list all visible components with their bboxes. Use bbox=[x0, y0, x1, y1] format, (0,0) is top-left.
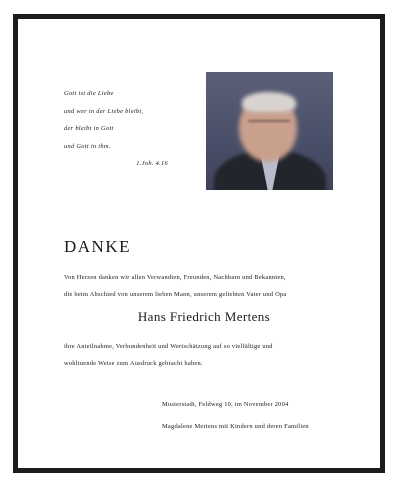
place-and-date: Musterstadt, Feldweg 10, im November 2004 bbox=[162, 401, 289, 408]
thanks-paragraph bbox=[64, 269, 286, 303]
page-title: DANKE bbox=[64, 237, 131, 256]
verse-line-2: und wer in der Liebe bleibt, bbox=[64, 107, 144, 115]
sympathy-line-2: wohltuende Weise zum Ausdruck gebracht haben. bbox=[64, 360, 203, 367]
thanks-line-2: die beim Abschied von unserem lieben Mann, unserem geliebten Vater und Opa bbox=[64, 291, 287, 298]
family-signature: Magdalene Mertens mit Kindern und deren Familien bbox=[162, 423, 309, 430]
deceased-name: Hans Friedrich Mertens bbox=[137, 309, 271, 324]
verse-line-1: Gott ist die Liebe bbox=[64, 90, 114, 97]
sympathy-paragraph bbox=[64, 338, 273, 372]
thanks-line-1: Von Herzen danken wir allen Verwandten, Freunden, Nachbarn und Bekannten, bbox=[64, 274, 286, 281]
bible-verse bbox=[64, 85, 194, 173]
portrait-photo bbox=[206, 72, 333, 190]
verse-line-4: und Gott in ihm. bbox=[64, 142, 111, 150]
verse-line-3: der bleibt in Gott bbox=[64, 125, 114, 132]
verse-reference: 1.Joh. 4.16 bbox=[136, 160, 168, 167]
obituary-card bbox=[13, 14, 385, 473]
sympathy-line-1: ihre Anteilnahme, Verbundenheit und Wertschätzung auf so vielfältige und bbox=[64, 343, 273, 350]
